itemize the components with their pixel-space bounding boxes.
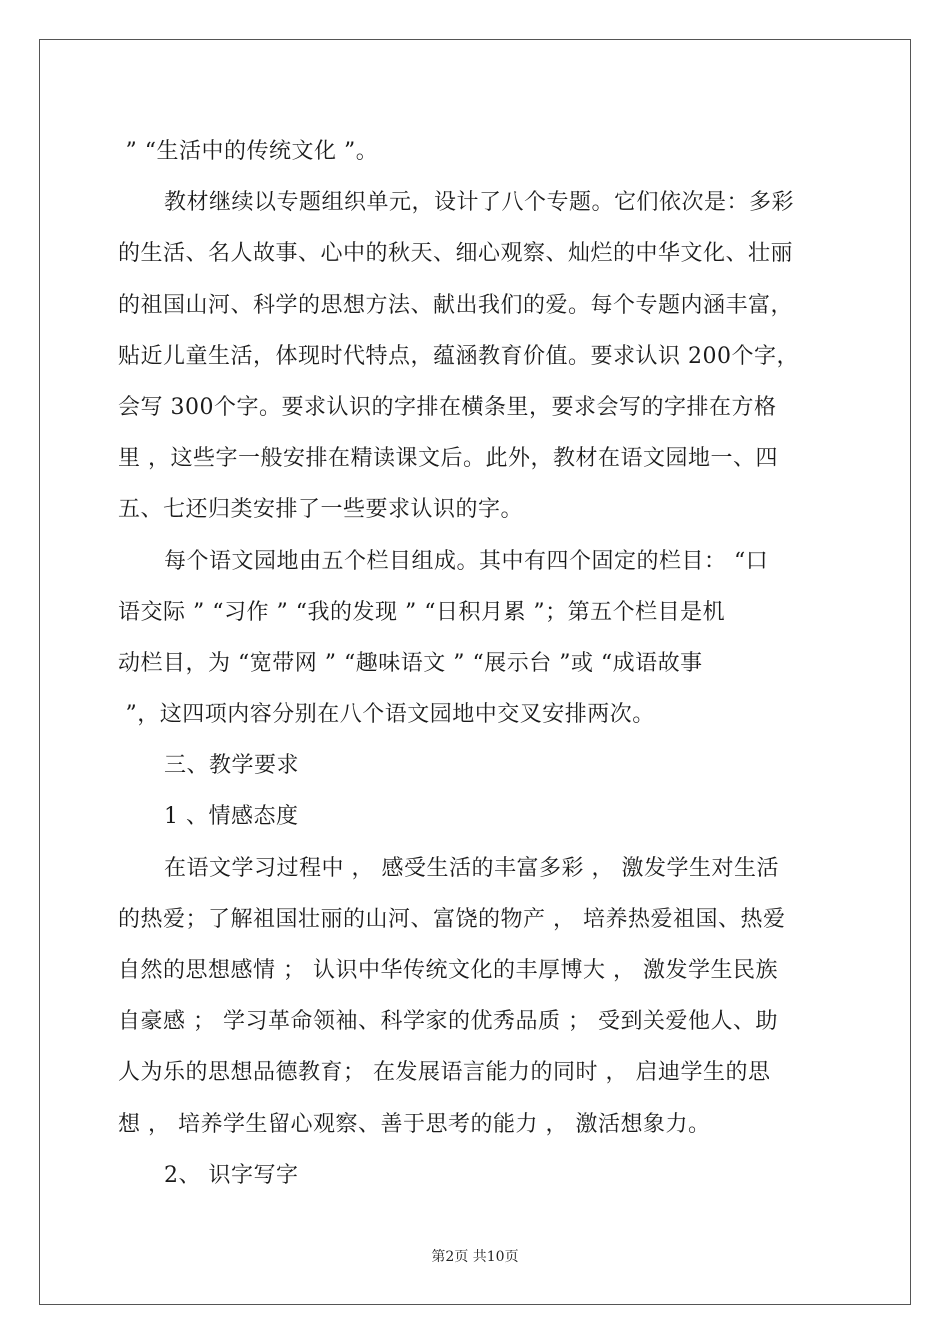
text-line: 自豪感 ； 学习革命领袖、科学家的优秀品质 ； 受到关爱他人、助 xyxy=(118,1009,778,1035)
text-line: 会写 300个字。要求认识的字排在横条里，要求会写的字排在方格 xyxy=(118,394,777,420)
text-line: 1 、情感态度 xyxy=(164,804,299,830)
text-line: 自然的思想感情 ； 认识中华传统文化的丰厚博大 ， 激发学生民族 xyxy=(118,958,778,983)
text-line: 人为乐的思想品德教育； 在发展语言能力的同时 ， 启迪学生的思 xyxy=(118,1060,771,1086)
text-line: 每个语文园地由五个栏目组成。其中有四个固定的栏目： “口 xyxy=(164,548,769,574)
text-line: 三、教学要求 xyxy=(164,753,300,779)
text-line: 五、七还归类安排了一些要求认识的字。 xyxy=(118,497,524,523)
document-body xyxy=(118,126,836,1201)
text-line: 教材继续以专题组织单元，设计了八个专题。它们依次是：多彩 xyxy=(164,190,795,216)
text-line: 的祖国山河、科学的思想方法、献出我们的爱。每个专题内涵丰富， xyxy=(118,292,794,318)
text-line: 语交际 ” “习作 ” “我的发现 ” “日积月累 ”；第五个栏目是机 xyxy=(118,599,726,625)
text-line: 里 ，这些字一般安排在精读课文后。此外，教材在语文园地一、四 xyxy=(118,446,778,472)
text-line: ”，这四项内容分别在八个语文园地中交叉安排两次。 xyxy=(118,702,655,728)
text-line: 贴近儿童生活，体现时代特点，蕴涵教育价值。要求认识 200个字， xyxy=(118,343,799,369)
text-line: 在语文学习过程中 ， 感受生活的丰富多彩 ， 激发学生对生活 xyxy=(164,855,779,881)
text-line: 动栏目，为 “宽带网 ” “趣味语文 ” “展示台 ”或 “成语故事 xyxy=(118,650,703,676)
text-line: 的热爱；了解祖国壮丽的山河、富饶的物产 ， 培养热爱祖国、热爱 xyxy=(118,906,786,932)
text-line: 的生活、名人故事、心中的秋天、细心观察、灿烂的中华文化、壮丽 xyxy=(118,241,794,267)
page-footer: 第2页 共10页 xyxy=(431,1249,519,1265)
text-line: 2、 识字写字 xyxy=(164,1162,299,1188)
text-line: 想 ， 培养学生留心观察、善于思考的能力 ， 激活想象力。 xyxy=(118,1111,711,1137)
text-line: ” “生活中的传统文化 ”。 xyxy=(118,139,379,164)
